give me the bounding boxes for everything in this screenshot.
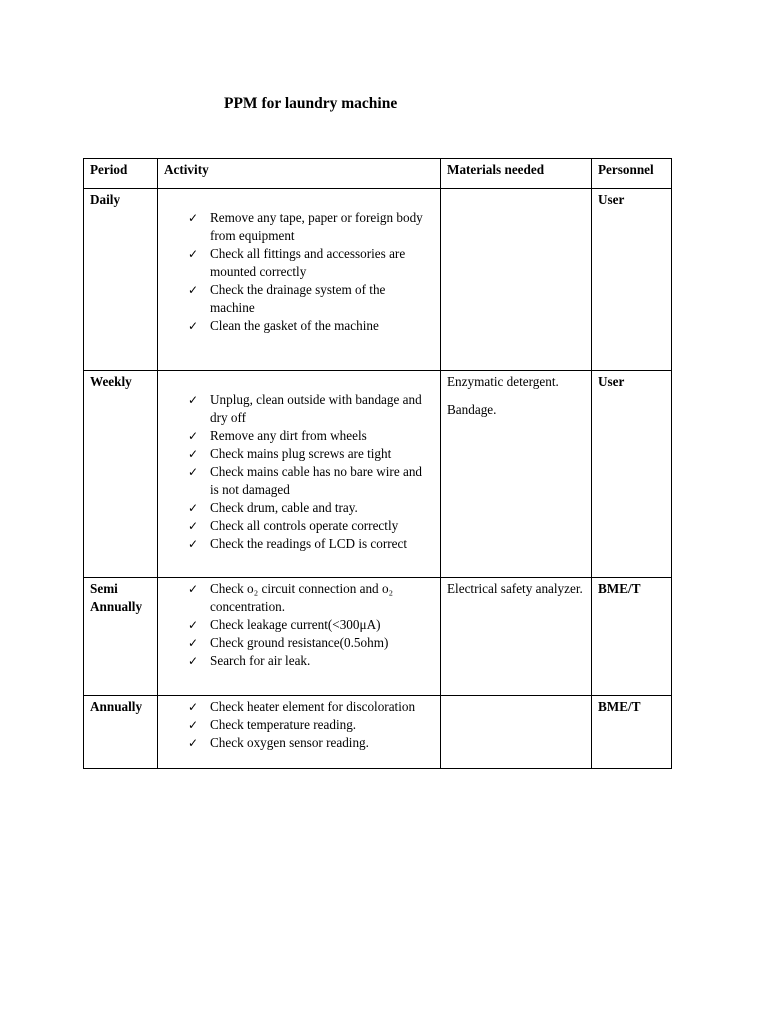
list-item [188,634,428,652]
activity-checklist [158,580,434,670]
activity-text: Remove any dirt from wheels [210,428,367,443]
list-item [188,427,428,445]
list-item [188,317,428,335]
checkmark-icon: ✓ [188,447,199,461]
table-row-weekly [84,371,672,578]
checkmark-icon: ✓ [188,319,199,333]
checkmark-icon: ✓ [188,537,199,551]
activity-text: Check leakage current(<300μA) [210,617,381,632]
column-header-materials: Materials needed [441,159,592,189]
list-item [188,463,428,499]
activity-cell [158,578,441,696]
activity-text: Remove any tape, paper or foreign body from equipment [210,210,423,243]
activity-text: Search for air leak. [210,653,311,668]
checkmark-icon: ✓ [188,636,199,650]
activity-text: Check heater element for discoloration [210,699,416,714]
table-row-daily [84,189,672,371]
activity-text: Check oxygen sensor reading. [210,735,369,750]
activity-text: Check o₂ circuit connection and o₂ concentration. [210,581,394,614]
activity-text: Check all fittings and accessories are mounted correctly [210,246,406,279]
list-item [188,580,428,616]
personnel-cell: BME/T [592,696,672,769]
list-item [188,209,428,245]
materials-cell [441,696,592,769]
period-cell: Semi Annually [84,578,158,696]
list-item [188,652,428,670]
activity-checklist [158,209,434,335]
checkmark-icon: ✓ [188,501,199,515]
activity-checklist [158,391,434,553]
checkmark-icon: ✓ [188,618,199,632]
material-item: Bandage. [447,402,497,417]
activity-text: Clean the gasket of the machine [210,318,379,333]
list-item [188,499,428,517]
column-header-personnel: Personnel [592,159,672,189]
activity-text: Check mains cable has no bare wire and is not damaged [210,464,423,497]
list-item [188,517,428,535]
checkmark-icon: ✓ [188,283,199,297]
materials-cell [441,371,592,578]
period-cell: Annually [84,696,158,769]
table-row-semi-annually [84,578,672,696]
list-item [188,445,428,463]
list-item [188,281,428,317]
checkmark-icon: ✓ [188,465,199,479]
list-item [188,716,428,734]
activity-cell [158,371,441,578]
activity-text: Check the drainage system of the machine [210,282,386,315]
material-item: Electrical safety analyzer. [447,581,583,596]
materials-cell [441,578,592,696]
activity-text: Unplug, clean outside with bandage and dry off [210,392,422,425]
activity-text: Check temperature reading. [210,717,357,732]
personnel-cell: User [592,371,672,578]
period-cell: Weekly [84,371,158,578]
table-row-annually [84,696,672,769]
list-item [188,245,428,281]
checkmark-icon: ✓ [188,247,199,261]
document-title: PPM for laundry machine [224,95,398,112]
list-item [188,535,428,553]
checkmark-icon: ✓ [188,211,199,225]
ppm-table [83,158,672,769]
activity-cell [158,189,441,371]
checkmark-icon: ✓ [188,393,199,407]
activity-text: Check the readings of LCD is correct [210,536,408,551]
activity-text: Check all controls operate correctly [210,518,399,533]
checkmark-icon: ✓ [188,654,199,668]
list-item [188,734,428,752]
personnel-cell: BME/T [592,578,672,696]
activity-text: Check ground resistance(0.5ohm) [210,635,389,650]
activity-checklist [158,698,434,752]
list-item [188,698,428,716]
checkmark-icon: ✓ [188,582,199,596]
column-header-activity: Activity [158,159,441,189]
column-header-period: Period [84,159,158,189]
checkmark-icon: ✓ [188,718,199,732]
checkmark-icon: ✓ [188,736,199,750]
list-item [188,616,428,634]
activity-text: Check mains plug screws are tight [210,446,392,461]
material-item: Enzymatic detergent. [447,374,559,389]
checkmark-icon: ✓ [188,700,199,714]
list-item [188,391,428,427]
personnel-cell: User [592,189,672,371]
activity-cell [158,696,441,769]
materials-cell [441,189,592,371]
table-header-row [84,159,672,189]
period-cell: Daily [84,189,158,371]
checkmark-icon: ✓ [188,519,199,533]
checkmark-icon: ✓ [188,429,199,443]
activity-text: Check drum, cable and tray. [210,500,358,515]
